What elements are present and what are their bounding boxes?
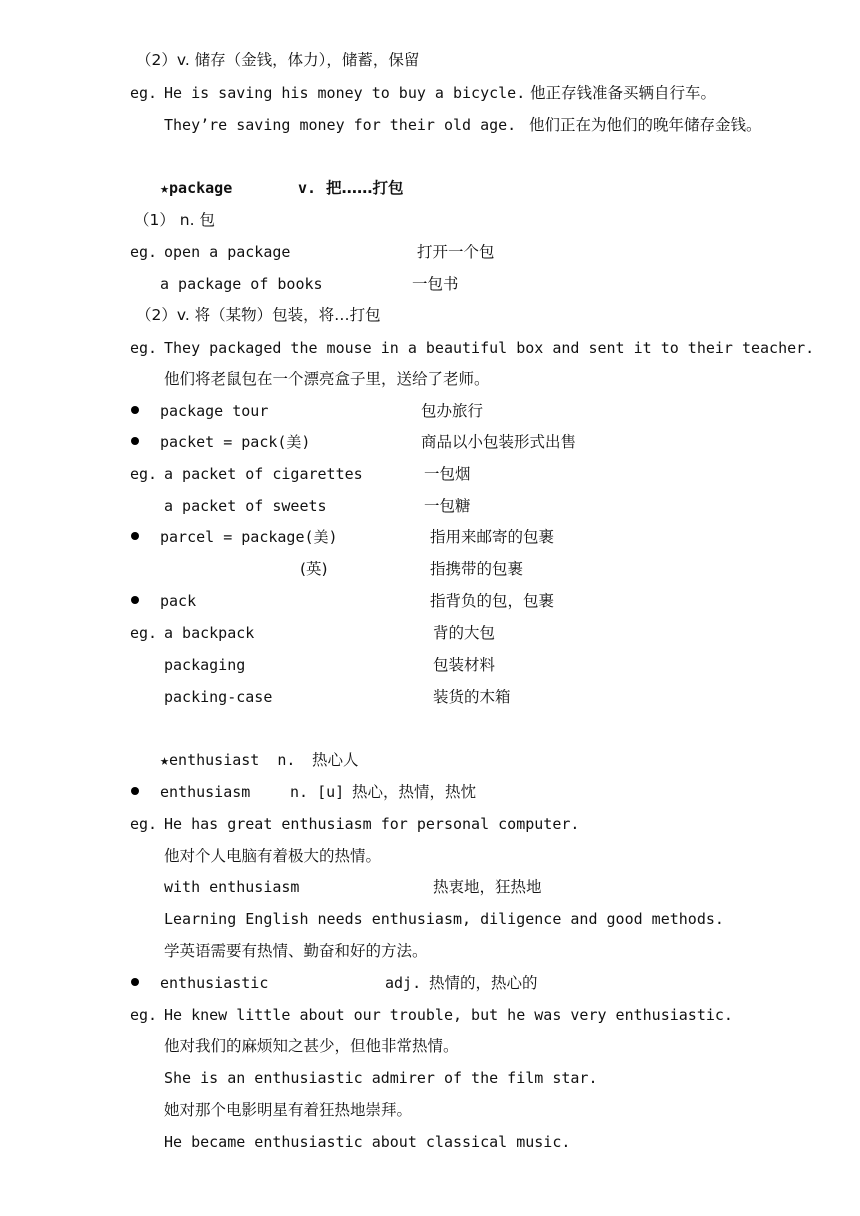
package-example-1-zh: 打开一个包: [417, 243, 495, 261]
eg-label: eg.: [130, 815, 158, 833]
enthusiast-example-1-zh: 他对个人电脑有着极大的热情。: [164, 847, 382, 865]
enthusiast-example-4-zh: 她对那个电影明星有着狂热地崇拜。: [164, 1101, 413, 1119]
package-heading-word: ★package: [160, 179, 233, 197]
enthusiast-phrase-1-en: with enthusiasm: [164, 878, 300, 896]
save-example-1-zh: 他正存钱准备买辆自行车。: [530, 84, 717, 102]
package-example-3-zh: 他们将老鼠包在一个漂亮盒子里，送给了老师。: [164, 370, 490, 388]
save-example-2-zh: 他们正在为他们的晚年储存金钱。: [529, 116, 762, 134]
package-bullet-3-alt-def: 指携带的包裹: [430, 560, 524, 578]
save-example-2-en: They’re saving money for their old age.: [164, 116, 517, 134]
eg-label: eg.: [130, 624, 158, 642]
save-sense-2: （2）v. 储存（金钱，体力），储蓄，保留: [136, 51, 420, 69]
enthusiast-bullet-1-pos: n. [u]: [290, 783, 345, 801]
enthusiast-bullet-2-term: enthusiastic: [160, 974, 269, 992]
package-bullet-1-def: 包办旅行: [421, 402, 484, 420]
enthusiast-bullet-1-term: enthusiasm: [160, 783, 251, 801]
bullet-dot: [131, 787, 139, 795]
enthusiast-phrase-1-zh: 热衷地，狂热地: [433, 878, 542, 896]
package-example-4-zh: 一包烟: [424, 465, 471, 483]
save-example-1-en: He is saving his money to buy a bicycle.: [164, 84, 526, 102]
enthusiast-example-2-zh: 学英语需要有热情、勤奋和好的方法。: [164, 942, 428, 960]
enthusiast-heading-def: 热心人: [312, 751, 359, 769]
package-example-1-en: open a package: [164, 243, 291, 261]
package-example-4-en: a packet of cigarettes: [164, 465, 363, 483]
enthusiast-example-4-en: She is an enthusiastic admirer of the film star.: [164, 1069, 598, 1087]
bullet-dot: [131, 406, 139, 414]
package-example-3-en: They packaged the mouse in a beautiful box and sent it to their teacher.: [164, 339, 815, 357]
package-bullet-3-alt-term: (英): [300, 560, 328, 578]
package-heading-def: 把……打包: [326, 179, 404, 197]
package-sense-2: （2）v. 将（某物）包装，将…打包: [136, 306, 381, 324]
package-bullet-4-def: 指背负的包，包裹: [430, 592, 555, 610]
package-example-8-zh: 装货的木箱: [433, 688, 511, 706]
package-example-6-zh: 背的大包: [433, 624, 496, 642]
eg-label: eg.: [130, 84, 158, 102]
package-bullet-4-term: pack: [160, 592, 197, 610]
bullet-dot: [131, 532, 139, 540]
package-bullet-1-term: package tour: [160, 402, 269, 420]
package-bullet-3-def: 指用来邮寄的包裹: [430, 528, 555, 546]
enthusiast-example-1-en: He has great enthusiasm for personal computer.: [164, 815, 580, 833]
enthusiast-example-2-en: Learning English needs enthusiasm, diligence and good methods.: [164, 910, 724, 928]
bullet-dot: [131, 978, 139, 986]
package-heading-pos: v.: [298, 179, 317, 197]
eg-label: eg.: [130, 243, 158, 261]
enthusiast-bullet-2-def: 热情的，热心的: [429, 974, 538, 992]
package-sense-1: （1） n. 包: [134, 211, 215, 229]
package-bullet-3-term: parcel = package(美): [160, 528, 338, 546]
package-example-7-zh: 包装材料: [433, 656, 496, 674]
package-bullet-2-term: packet = pack(美): [160, 433, 311, 451]
package-example-2-en: a package of books: [160, 275, 323, 293]
enthusiast-example-3-zh: 他对我们的麻烦知之甚少，但他非常热情。: [164, 1037, 459, 1055]
eg-label: eg.: [130, 465, 158, 483]
eg-label: eg.: [130, 339, 158, 357]
eg-label: eg.: [130, 1006, 158, 1024]
enthusiast-example-3-en: He knew little about our trouble, but he was very enthusiastic.: [164, 1006, 733, 1024]
enthusiast-bullet-2-pos: adj.: [385, 974, 422, 992]
bullet-dot: [131, 437, 139, 445]
enthusiast-bullet-1-def: 热心，热情，热忱: [352, 783, 477, 801]
bullet-dot: [131, 596, 139, 604]
package-example-5-zh: 一包糖: [424, 497, 471, 515]
package-example-5-en: a packet of sweets: [164, 497, 327, 515]
package-example-2-zh: 一包书: [412, 275, 459, 293]
enthusiast-heading: ★enthusiast n.: [160, 751, 296, 769]
package-example-8-en: packing-case: [164, 688, 273, 706]
package-example-7-en: packaging: [164, 656, 246, 674]
package-example-6-en: a backpack: [164, 624, 255, 642]
enthusiast-example-5-en: He became enthusiastic about classical music.: [164, 1133, 571, 1151]
package-bullet-2-def: 商品以小包装形式出售: [421, 433, 577, 451]
